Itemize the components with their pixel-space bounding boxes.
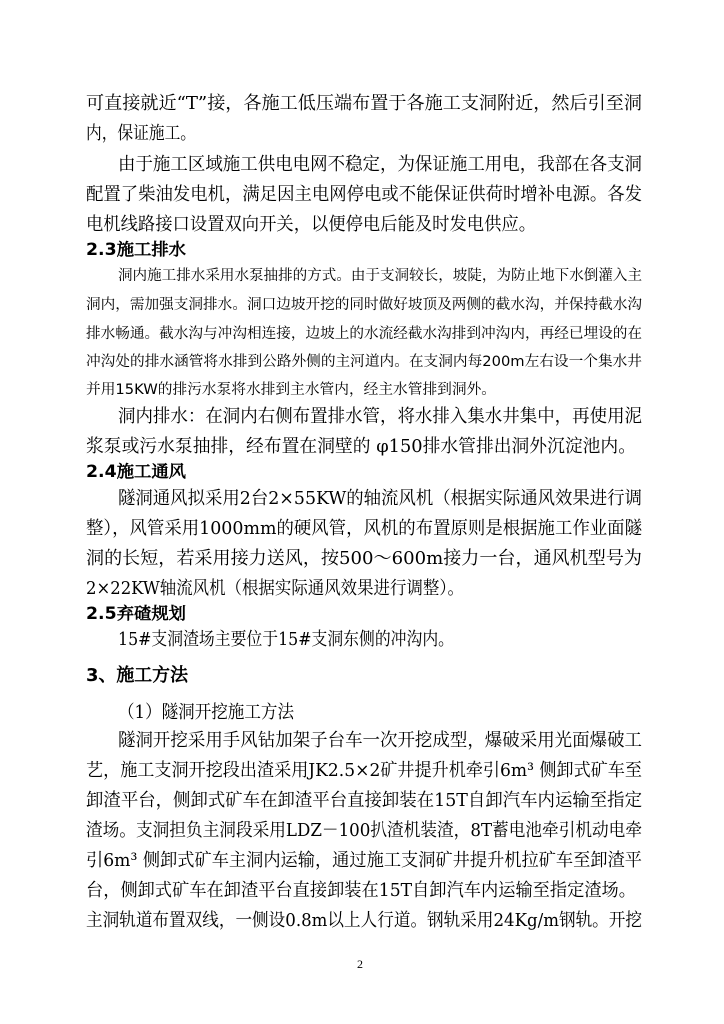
page-number: 2 (357, 957, 363, 971)
body-line: 可直接就近“T”接，各施工低压端布置于各施工支洞附近，然后引至洞 (86, 93, 642, 114)
body-line: 洞内排水：在洞内右侧布置排水管，将水排入集水井集中，再使用泥 (118, 406, 642, 427)
body-line: 15#支洞渣场主要位于15#支洞东侧的冲沟内。 (118, 629, 454, 650)
body-line: 排水畅通。截水沟与冲沟相连接，边坡上的水流经截水沟排到冲沟内，再经已埋设的在 (86, 326, 642, 342)
body-line: 电机线路接口设置双向开关，以便停电后能及时发电供应。 (86, 214, 536, 235)
body-line: 台，侧卸式矿车在卸渣平台直接卸装在15T自卸汽车内运输至指定渣场。 (86, 880, 636, 901)
body-line: 洞内，需加强支洞排水。洞口边坡开挖的同时做好坡顶及两侧的截水沟，并保持截水沟 (86, 297, 642, 313)
body-line: 隧洞通风拟采用2台2×55KW的轴流风机（根据实际通风效果进行调 (118, 488, 642, 509)
body-line: 洞内施工排水采用水泵抽排的方式。由于支洞较长，坡陡，为防止地下水倒灌入主 (118, 268, 642, 284)
sub-heading: （1）隧洞开挖施工方法 (118, 702, 294, 723)
body-line: 配置了柴油发电机，满足因主电网停电或不能保证供荷时增补电源。各发 (86, 184, 642, 205)
body-line: 由于施工区域施工供电电网不稳定，为保证施工用电，我部在各支洞 (118, 154, 642, 175)
body-line: 引6m³ 侧卸式矿车主洞内运输，通过施工支洞矿井提升机拉矿车至卸渣平 (86, 850, 642, 871)
body-line: 内，保证施工。 (86, 123, 196, 144)
body-line: 冲沟处的排水涵管将水排到公路外侧的主河道内。在支洞内每200m左右设一个集水井 (86, 354, 643, 370)
body-line: 整），风管采用1000mm的硬风管，风机的布置原则是根据施工作业面隧 (86, 518, 642, 539)
body-line: 卸渣平台，侧卸式矿车在卸渣平台直接卸装在15T自卸汽车内运输至指定 (86, 790, 642, 811)
body-line: 艺，施工支洞开挖段出渣采用JK2.5×2矿井提升机牵引6m³ 侧卸式矿车至 (86, 760, 642, 781)
body-line: 主洞轨道布置双线，一侧设0.8m以上人行道。钢轨采用24Kg/m钢轨。开挖 (86, 910, 642, 931)
body-line: 渣场。支洞担负主洞段采用LDZ－100扒渣机装渣，8T蓄电池牵引机动电牵 (86, 820, 642, 841)
chapter-heading: 3、施工方法 (86, 665, 188, 686)
body-line: 并用15KW的排污水泵将水排到主水管内，经主水管排到洞外。 (86, 382, 496, 398)
body-line: 2×22KW轴流风机（根据实际通风效果进行调整）。 (86, 578, 464, 599)
section-heading: 2.5弃碴规划 (86, 604, 186, 623)
section-heading: 2.4施工通风 (86, 462, 186, 481)
body-line: 隧洞开挖采用手风钻加架子台车一次开挖成型，爆破采用光面爆破工 (118, 730, 642, 751)
section-heading: 2.3施工排水 (86, 240, 186, 259)
body-line: 浆泵或污水泵抽排，经布置在洞壁的 φ150排水管排出洞外沉淀池内。 (86, 436, 636, 457)
body-line: 洞的长短，若采用接力送风，按500～600m接力一台，通风机型号为 (86, 548, 642, 569)
